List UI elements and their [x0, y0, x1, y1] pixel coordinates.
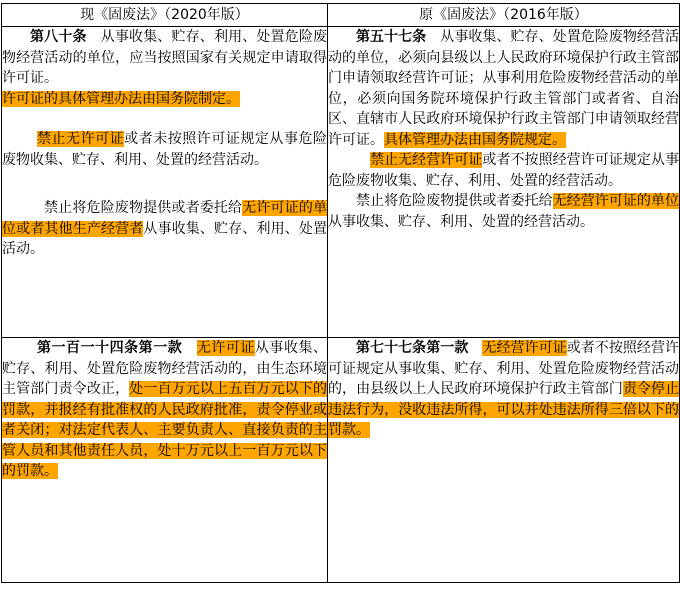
- article-title: 第八十条: [30, 29, 87, 45]
- new-article-80-para-2: [2, 129, 327, 170]
- old-article-57-para-3: [328, 191, 679, 232]
- old-article-77-para: [328, 338, 679, 441]
- highlighted-text: 许可证的具体管理办法由国务院制定。: [2, 90, 240, 107]
- article-text: 从事收集、贮存、利用、处置危险废物经营活动的单位，应当按照国家有关规定申请取得许可证。: [2, 29, 328, 86]
- old-article-57-para-1: [328, 27, 679, 150]
- header-old-law: 原《固废法》（2016年版）: [328, 4, 680, 27]
- highlighted-text: 无许可证: [196, 340, 255, 356]
- old-article-57-cell: [328, 27, 680, 338]
- table-row: [2, 27, 680, 338]
- article-text: 或者未按照许可证规定从事危险废物收集、贮存、利用、处置的经营活动。: [2, 131, 328, 168]
- highlighted-text: 具体管理办法由国务院规定。: [384, 131, 566, 148]
- highlighted-text: 无经营许可证的单位: [552, 193, 680, 209]
- new-article-114-cell: [2, 338, 328, 583]
- highlighted-text: 禁止无许可证: [37, 131, 125, 147]
- article-text: 从事收集、贮存、利用、处置活动。: [2, 220, 328, 257]
- table-row: [2, 338, 680, 583]
- header-new-law: 现《固废法》（2020年版）: [2, 4, 328, 27]
- highlighted-text: 责令停止违法行为，没收违法所得，可以并处违法所得三倍以下的罚款。: [328, 381, 679, 438]
- article-text: 禁止将危险废物提供或者委托给: [356, 193, 553, 209]
- new-article-80-cell: [2, 27, 328, 338]
- article-text: 或者不按照经营许可证规定从事收集、贮存、利用、处置危险废物经营活动的，由县级以上人民政府环境保护行政主管部门: [328, 340, 680, 397]
- highlighted-text: 禁止无经营许可证: [370, 152, 483, 168]
- highlighted-text: 无许可证的单位或者其他生产经营者: [2, 200, 328, 237]
- new-article-114-para: [2, 338, 327, 482]
- new-article-80-para-1b: [2, 89, 327, 110]
- article-text: 从事收集、贮存、处置危险废物经营活动的单位，必须向县级以上人民政府环境保护行政主管部门申请领取经营许可证；从事利用危险废物经营活动的单位，必须向国务院环境保护行政主管部门或者省、自治区、直辖市人民政府环境保护行政主管部门申请领取经营许可证。: [328, 29, 680, 148]
- header-row: [2, 4, 680, 27]
- new-article-80-para-3: [2, 198, 327, 260]
- article-text: 从事收集、贮存、利用、处置危险废物经营活动的，由生态环境主管部门责令改正，: [2, 340, 328, 397]
- new-article-80-para-1: [2, 27, 327, 89]
- old-article-77-cell: [328, 338, 680, 583]
- article-title: 第七十七条第一款: [356, 340, 469, 356]
- article-text: 或者不按照经营许可证规定从事危险废物收集、贮存、利用、处置的经营活动。: [328, 152, 680, 189]
- article-text: 从事收集、贮存、利用、处置的经营活动。: [328, 213, 594, 230]
- comparison-table: [1, 3, 680, 583]
- old-article-57-para-2: [328, 150, 679, 191]
- article-title: 第一百一十四条第一款: [37, 340, 183, 356]
- article-title: 第五十七条: [356, 29, 427, 45]
- highlighted-text: 处一百万元以上五百万元以下的罚款，并报经有批准权的人民政府批准，责令停业或者关闭；对法定代表人、主要负责人、直接负责的主管人员和其他责任人员，处十万元以上一百万元以下的罚款。: [2, 381, 328, 479]
- highlighted-text: 无经营许可证: [482, 340, 567, 356]
- article-text: 禁止将危险废物提供或者委托给: [44, 200, 243, 216]
